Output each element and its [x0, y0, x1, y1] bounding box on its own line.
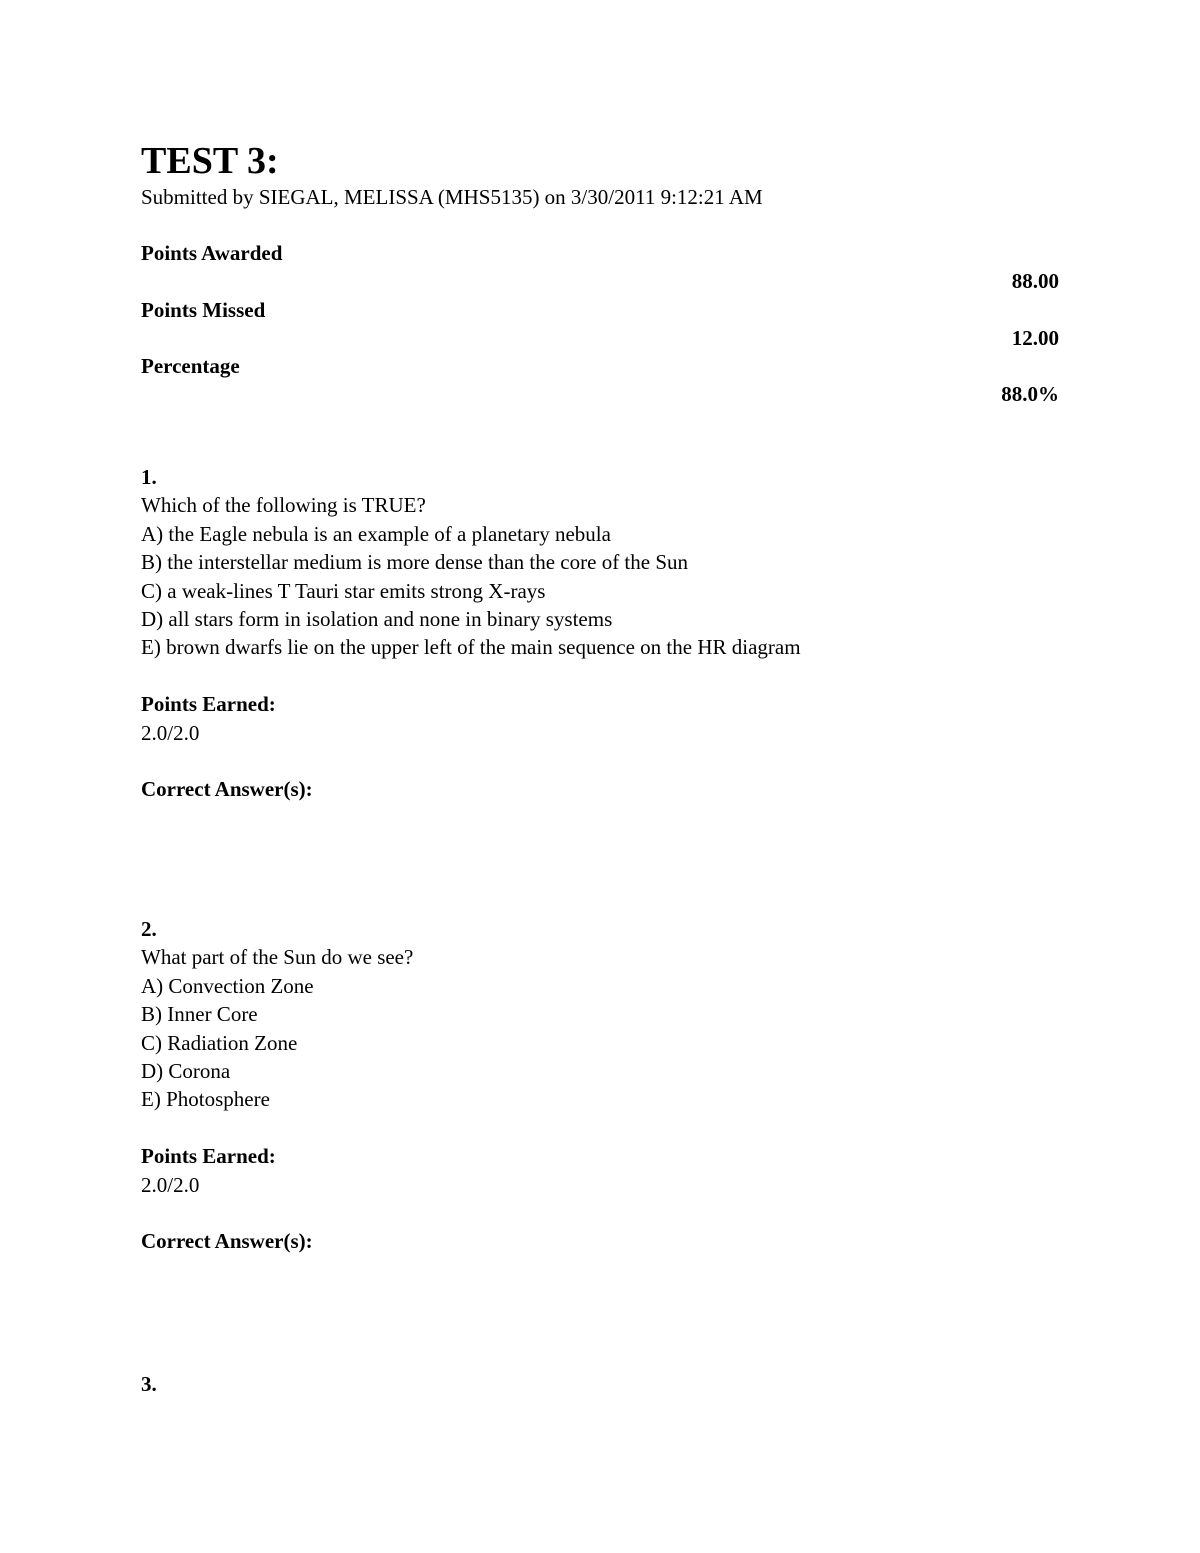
points-earned-value: 2.0/2.0: [141, 1172, 200, 1197]
points-earned-label: Points Earned:: [141, 1144, 276, 1169]
answer-option-d: D) all stars form in isolation and none in binary systems: [141, 607, 613, 632]
points-missed-label: Points Missed: [141, 298, 266, 322]
submission-info: Submitted by SIEGAL, MELISSA (MHS5135) on 3/30/2011 9:12:21 AM: [141, 185, 763, 209]
answer-option-b: B) the interstellar medium is more dense than the core of the Sun: [141, 550, 689, 575]
question-number: 1.: [141, 465, 157, 489]
spacer: [141, 1199, 1041, 1227]
points-awarded-value: 88.00: [1011, 269, 1059, 293]
spacer: [141, 1114, 1041, 1142]
answer-option-a: A) the Eagle nebula is an example of a planetary nebula: [141, 521, 611, 546]
points-earned-value: 2.0/2.0: [141, 720, 200, 745]
answer-option-e: E) brown dwarfs lie on the upper left of the main sequence on the HR diagram: [141, 635, 801, 660]
points-awarded-label: Points Awarded: [141, 241, 283, 265]
spacer: [141, 747, 1041, 775]
question-2: [141, 915, 1041, 1256]
spacer: [141, 662, 1041, 690]
question-number: 3.: [141, 1372, 157, 1396]
question-prompt: What part of the Sun do we see?: [141, 945, 414, 970]
question-1: [141, 463, 1041, 804]
answer-option-c: C) Radiation Zone: [141, 1030, 298, 1055]
answer-option-c: C) a weak-lines T Tauri star emits strong X-rays: [141, 578, 546, 603]
percentage-value: 88.0%: [1001, 382, 1059, 406]
question-prompt: Which of the following is TRUE?: [141, 493, 426, 518]
answer-option-a: A) Convection Zone: [141, 973, 314, 998]
answer-option-e: E) Photosphere: [141, 1087, 270, 1112]
answer-option-b: B) Inner Core: [141, 1002, 258, 1027]
test-title: TEST 3:: [141, 140, 279, 182]
question-3: [141, 1370, 1041, 1398]
points-earned-label: Points Earned:: [141, 692, 276, 717]
points-missed-value: 12.00: [1011, 326, 1059, 350]
correct-answer-label: Correct Answer(s):: [141, 1229, 313, 1254]
correct-answer-label: Correct Answer(s):: [141, 777, 313, 802]
answer-option-d: D) Corona: [141, 1059, 231, 1084]
percentage-label: Percentage: [141, 354, 240, 378]
question-number: 2.: [141, 917, 157, 941]
